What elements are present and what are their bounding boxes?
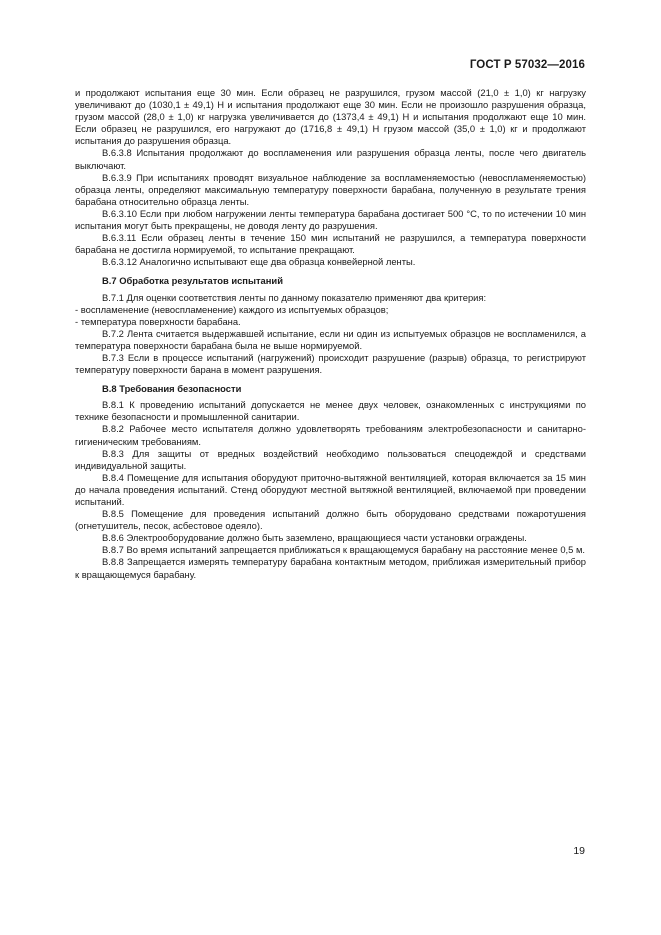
paragraph-b-7-3: В.7.3 Если в процессе испытаний (нагружений) происходит разрушение (разрыв) образца, то регистрируют температуру поверхности барана в момент разрушения. (75, 351, 586, 376)
paragraph-b-6-3-9: В.6.3.9 При испытаниях проводят визуальное наблюдение за воспламеняемостью (невоспламеняемостью) образца ленты, определяют максимальную температуру поверхности барабана, полученную в результате трения барабана относительно образца ленты. (75, 171, 586, 207)
paragraph-b-8-6: В.8.6 Электрооборудование должно быть заземлено, вращающиеся части установки ограждены. (102, 532, 527, 544)
section-heading-b-8: В.8 Требования безопасности (102, 383, 242, 395)
paragraph-b-8-1: В.8.1 К проведению испытаний допускается не менее двух человек, ознакомленных с инструкциями по технике безопасности и промышленной санитарии. (75, 399, 586, 423)
paragraph-b-7-2: В.7.2 Лента считается выдержавшей испытание, если ни один из испытуемых образцов не воспламенился, а температура поверхности барабана была не выше нормируемой. (75, 327, 586, 351)
paragraph-continuation: и продолжают испытания еще 30 мин. Если образец не разрушился, грузом массой (21,0 ± 1,0) кг нагрузку увеличивают до (1030,1 ± 49,1) Н и испытания продолжают еще 30 мин. Если не произошло разрушения образца, грузом массой (28,0 ± 1,0) кг нагрузка увеличивается до (1373,4 ± 49,1) Н и испытания продолжают еще 10 мин. Если образец не разрушился, его нагружают до (1716,8 ± 49,1) Н грузом массой (35,0 ± 1,0) кг и продолжают испытания до разрушения образца. (75, 87, 586, 147)
list-item-criterion-2: - температура поверхности барабана. (75, 315, 241, 327)
document-code-header: ГОСТ Р 57032—2016 (469, 59, 585, 71)
paragraph-b-6-3-8: В.6.3.8 Испытания продолжают до воспламенения или разрушения образца ленты, после чего двигатель выключают. (75, 147, 586, 171)
paragraph-b-8-5: В.8.5 Помещение для проведения испытаний должно быть оборудовано средствами пожаротушения (огнетушитель, песок, асбестовое одеяло). (75, 508, 586, 532)
paragraph-b-8-7: В.8.7 Во время испытаний запрещается приближаться к вращающемуся барабану на расстояние менее 0,5 м. (102, 544, 586, 556)
list-item-criterion-1: - воспламенение (невоспламенение) каждого из испытуемых образцов; (75, 303, 389, 315)
paragraph-b-6-3-11: В.6.3.11 Если образец ленты в течение 150 мин испытаний не разрушился, а температура поверхности барабана не достигла нормируемой, то испытание прекращают. (75, 232, 586, 256)
paragraph-b-6-3-10: В.6.3.10 Если при любом нагружении ленты температура барабана достигает 500 °С, то по истечении 10 мин испытания могут быть прекращены, не доводя ленту до разрушения. (75, 207, 586, 232)
paragraph-b-8-3: В.8.3 Для защиты от вредных воздействий необходимо пользоваться спецодеждой и средствами индивидуальной защиты. (75, 447, 586, 471)
page-number: 19 (573, 845, 585, 857)
paragraph-b-6-3-12: В.6.3.12 Аналогично испытывают еще два образца конвейерной ленты. (102, 256, 416, 268)
paragraph-b-8-2: В.8.2 Рабочее место испытателя должно удовлетворять требованиям электробезопасности и санитарно-гигиеническим требованиям. (75, 423, 586, 447)
paragraph-b-8-8: В.8.8 Запрещается измерять температуру барабана контактным методом, приближая измерительный прибор к вращающемуся барабану. (75, 556, 586, 580)
section-heading-b-7: В.7 Обработка результатов испытаний (102, 275, 283, 287)
paragraph-b-8-4: В.8.4 Помещение для испытания оборудуют приточно-вытяжной вентиляцией, которая включается за 15 мин до начала проведения испытаний. Стенд оборудуют местной вытяжной вентиляцией, включаемой при проведении испытаний. (75, 471, 586, 507)
document-body (75, 87, 586, 581)
paragraph-b-7-1: В.7.1 Для оценки соответствия ленты по данному показателю применяют два критерия: (102, 291, 487, 303)
